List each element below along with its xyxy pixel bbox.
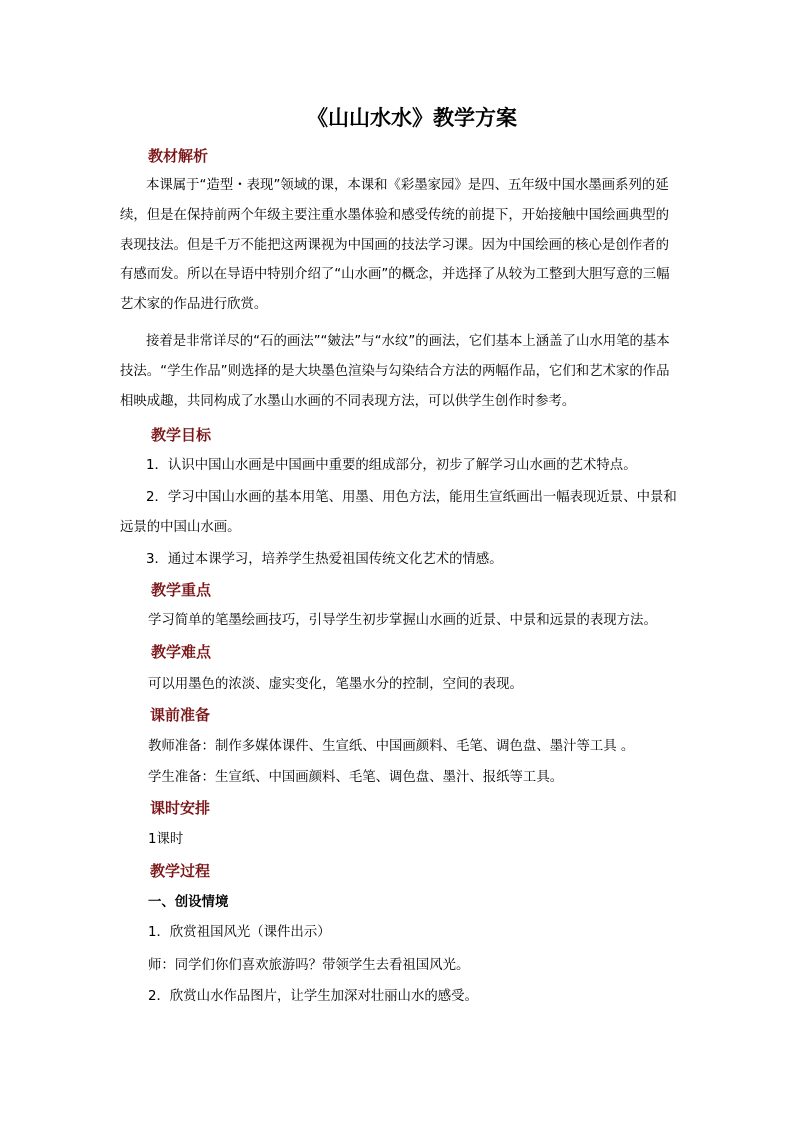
schedule-text: 1课时 — [148, 832, 184, 847]
heading-schedule: 课时安排 — [150, 799, 211, 817]
difficulties-text: 可以用墨色的浓淡、虚实变化，笔墨水分的控制，空间的表现。 — [148, 677, 523, 692]
heading-difficulties: 教学难点 — [151, 643, 212, 661]
heading-key-points: 教学重点 — [151, 581, 212, 599]
key-points-text: 学习简单的笔墨绘画技巧，引导学生初步掌握山水画的近景、中景和远景的表现方法。 — [148, 613, 657, 628]
heading-goals: 教学目标 — [151, 426, 212, 444]
process-item-1: 1．欣赏祖国风光（课件出示） — [148, 925, 331, 940]
student-preparation: 学生准备：生宣纸、中国画颜料、毛笔、调色盘、墨汁、报纸等工具。 — [148, 770, 564, 785]
goal-item-3: 3．通过本课学习，培养学生热爱祖国传统文化艺术的情感。 — [146, 552, 503, 567]
analysis-paragraph-2: 接着是非常详尽的“石的画法”“皴法”与“水纹”的画法，它们基本上涵盖了山水用笔的基本技法。“学生作品”则选择的是大块墨色渲染与勾染结合方法的两幅作品，它们和艺术家的作品相映成趣，共同构成了水墨山水画的不同表现方法，可以供学生创作时参考。 — [120, 334, 670, 409]
goal-item-1: 1．认识中国山水画是中国画中重要的组成部分，初步了解学习山水画的艺术特点。 — [146, 458, 637, 473]
teacher-preparation: 教师准备：制作多媒体课件、生宣纸、中国画颜料、毛笔、调色盘、墨汁等工具 。 — [148, 739, 635, 754]
document-title: 《山山水水》教学方案 — [307, 106, 517, 130]
heading-analysis: 教材解析 — [148, 147, 209, 165]
heading-process: 教学过程 — [150, 862, 211, 880]
process-item-3: 2．欣赏山水作品图片，让学生加深对壮丽山水的感受。 — [148, 989, 478, 1004]
analysis-paragraph-1: 本课属于“造型・表现”领域的课，本课和《彩墨家园》是四、五年级中国水墨画系列的延续，但是在保持前两个年级主要注重水墨体验和感受传统的前提下，开始接触中国绘画典型的表现技法。但是千万不能把这两课视为中国画的技法学习课。因为中国绘画的核心是创作者的有感而发。所以在导语中特别介绍了“山水画”的概念，并选择了从较为工整到大胆写意的三幅艺术家的作品进行欣赏。 — [120, 178, 670, 313]
goal-item-2: 2．学习中国山水画的基本用笔、用墨、用色方法，能用生宣纸画出一幅表现近景、中景和远景的中国山水画。 — [120, 490, 677, 535]
heading-preparation: 课前准备 — [150, 706, 211, 724]
process-step-title: 一、创设情境 — [148, 895, 229, 910]
process-item-2: 师：同学们你们喜欢旅游吗？带领学生去看祖国风光。 — [148, 958, 470, 973]
